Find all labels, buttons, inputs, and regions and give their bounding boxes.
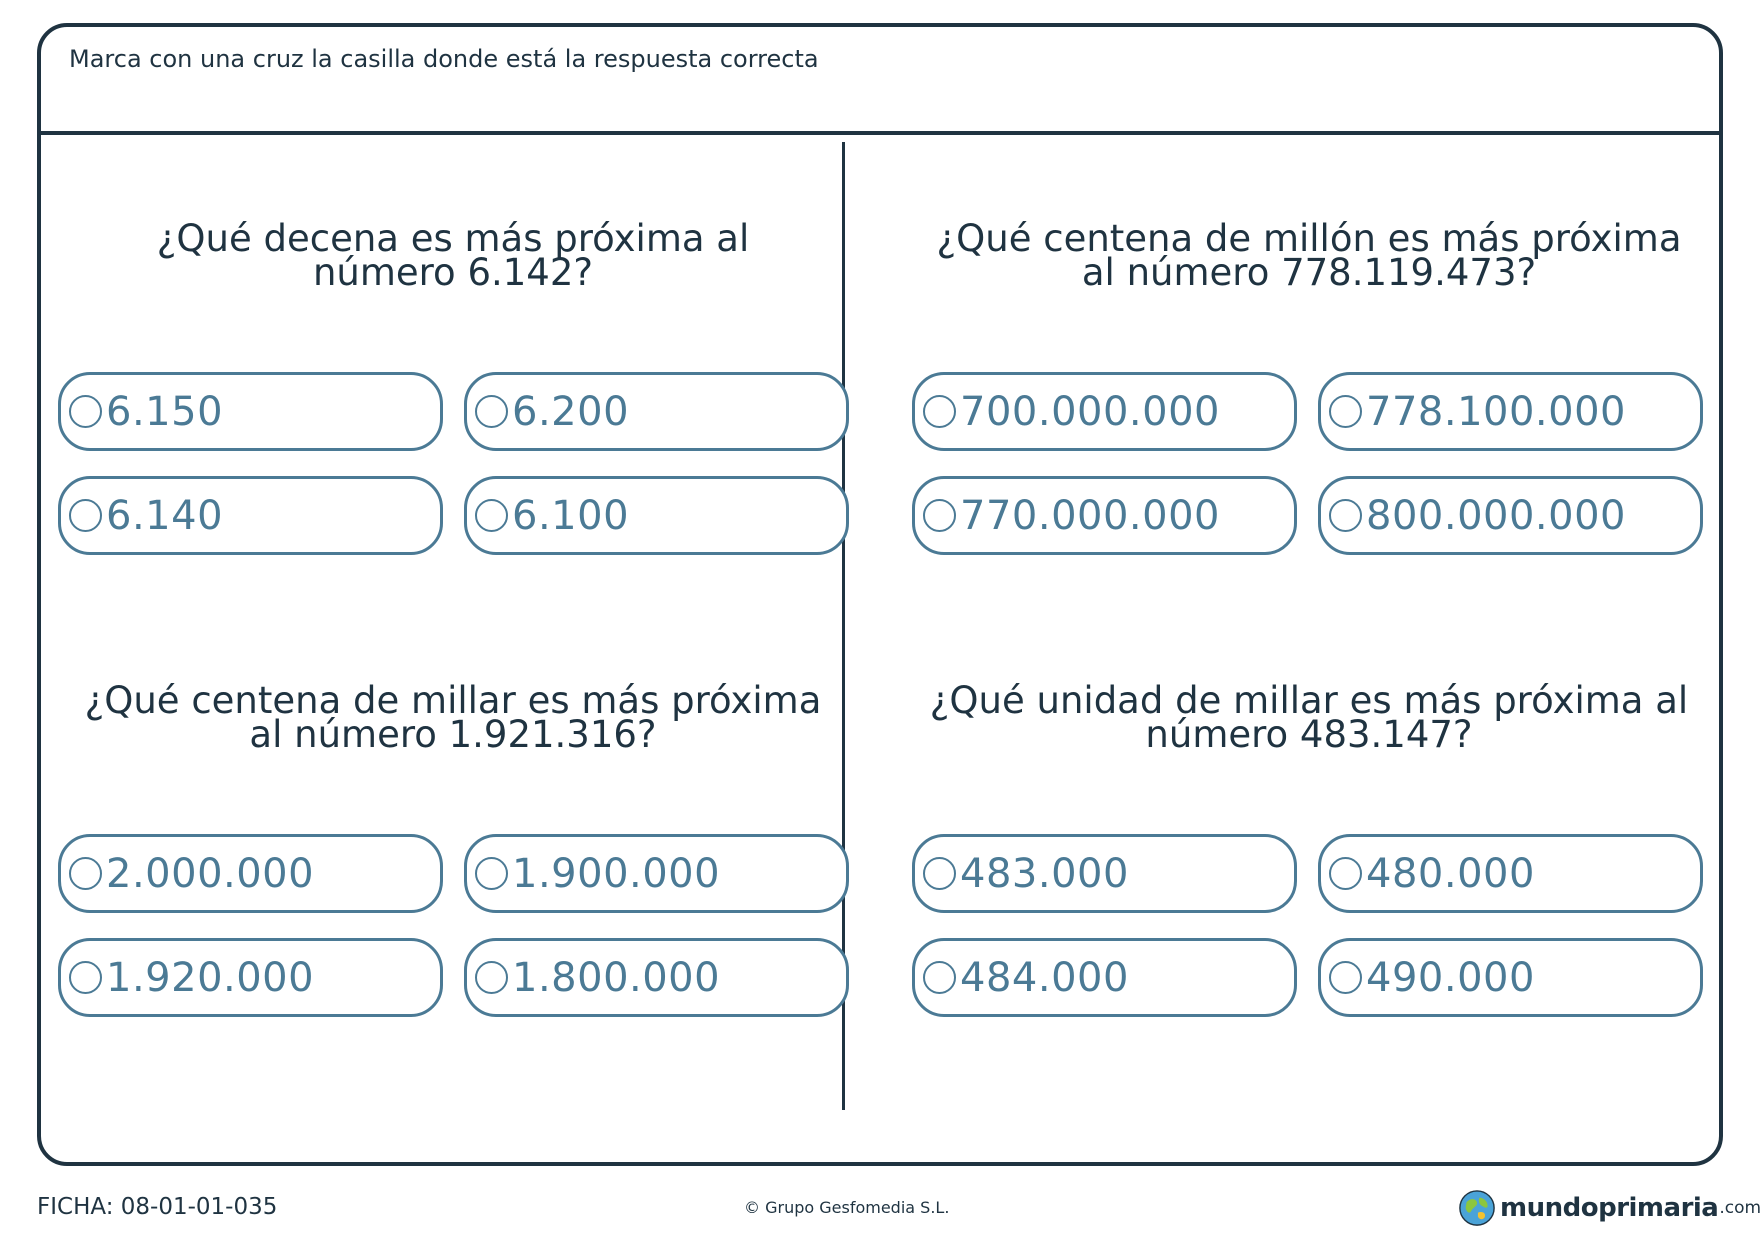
question-1-line-2: número 6.142? xyxy=(312,251,594,294)
question-4-line-1: ¿Qué unidad de millar es más próxima al xyxy=(929,679,1689,722)
option-label: 770.000.000 xyxy=(960,492,1220,539)
option-label: 6.140 xyxy=(106,492,224,539)
q3-option-d[interactable] xyxy=(464,938,849,1017)
copyright-notice: © Grupo Gesfomedia S.L. xyxy=(744,1198,950,1217)
q3-option-c[interactable] xyxy=(58,938,443,1017)
option-label: 800.000.000 xyxy=(1366,492,1626,539)
option-label: 1.920.000 xyxy=(106,954,315,1001)
q2-option-c[interactable] xyxy=(912,476,1297,555)
radio-circle-icon[interactable] xyxy=(69,857,102,890)
question-4 xyxy=(909,679,1709,756)
question-2-line-1: ¿Qué centena de millón es más próxima xyxy=(936,217,1682,260)
q1-option-d[interactable] xyxy=(464,476,849,555)
radio-circle-icon[interactable] xyxy=(69,395,102,428)
q3-option-a[interactable] xyxy=(58,834,443,913)
option-label: 490.000 xyxy=(1366,954,1535,1001)
radio-circle-icon[interactable] xyxy=(69,961,102,994)
q4-option-d[interactable] xyxy=(1318,938,1703,1017)
radio-circle-icon[interactable] xyxy=(1329,395,1362,428)
q4-option-c[interactable] xyxy=(912,938,1297,1017)
option-label: 6.150 xyxy=(106,388,224,435)
radio-circle-icon[interactable] xyxy=(923,857,956,890)
option-label: 6.100 xyxy=(512,492,630,539)
option-label: 1.800.000 xyxy=(512,954,721,1001)
radio-circle-icon[interactable] xyxy=(475,395,508,428)
option-label: 2.000.000 xyxy=(106,850,315,897)
brand-tld: .com xyxy=(1719,1198,1761,1218)
brand-name: mundoprimaria xyxy=(1500,1193,1719,1223)
radio-circle-icon[interactable] xyxy=(923,499,956,532)
radio-circle-icon[interactable] xyxy=(1329,499,1362,532)
brand-logo[interactable] xyxy=(1458,1188,1761,1228)
radio-circle-icon[interactable] xyxy=(475,961,508,994)
question-2-line-2: al número 778.119.473? xyxy=(1081,251,1537,294)
worksheet-id: FICHA: 08-01-01-035 xyxy=(37,1194,278,1220)
question-4-line-2: número 483.147? xyxy=(1145,713,1473,756)
radio-circle-icon[interactable] xyxy=(1329,857,1362,890)
question-2 xyxy=(909,217,1709,294)
option-label: 700.000.000 xyxy=(960,388,1220,435)
option-label: 484.000 xyxy=(960,954,1129,1001)
q3-option-b[interactable] xyxy=(464,834,849,913)
question-3-line-2: al número 1.921.316? xyxy=(249,713,657,756)
globe-icon xyxy=(1458,1189,1496,1227)
radio-circle-icon[interactable] xyxy=(1329,961,1362,994)
q1-option-a[interactable] xyxy=(58,372,443,451)
question-1 xyxy=(53,217,853,294)
q2-option-a[interactable] xyxy=(912,372,1297,451)
question-3-line-1: ¿Qué centena de millar es más próxima xyxy=(84,679,822,722)
instruction-divider xyxy=(41,131,1719,135)
q1-option-b[interactable] xyxy=(464,372,849,451)
question-1-line-1: ¿Qué decena es más próxima al xyxy=(156,217,750,260)
question-3 xyxy=(53,679,853,756)
q4-option-a[interactable] xyxy=(912,834,1297,913)
instruction-text: Marca con una cruz la casilla donde está la respuesta correcta xyxy=(69,45,819,73)
option-label: 6.200 xyxy=(512,388,630,435)
radio-circle-icon[interactable] xyxy=(475,857,508,890)
option-label: 483.000 xyxy=(960,850,1129,897)
q4-option-b[interactable] xyxy=(1318,834,1703,913)
radio-circle-icon[interactable] xyxy=(923,961,956,994)
q2-option-d[interactable] xyxy=(1318,476,1703,555)
radio-circle-icon[interactable] xyxy=(69,499,102,532)
option-label: 778.100.000 xyxy=(1366,388,1626,435)
q1-option-c[interactable] xyxy=(58,476,443,555)
radio-circle-icon[interactable] xyxy=(475,499,508,532)
option-label: 480.000 xyxy=(1366,850,1535,897)
radio-circle-icon[interactable] xyxy=(923,395,956,428)
option-label: 1.900.000 xyxy=(512,850,721,897)
q2-option-b[interactable] xyxy=(1318,372,1703,451)
